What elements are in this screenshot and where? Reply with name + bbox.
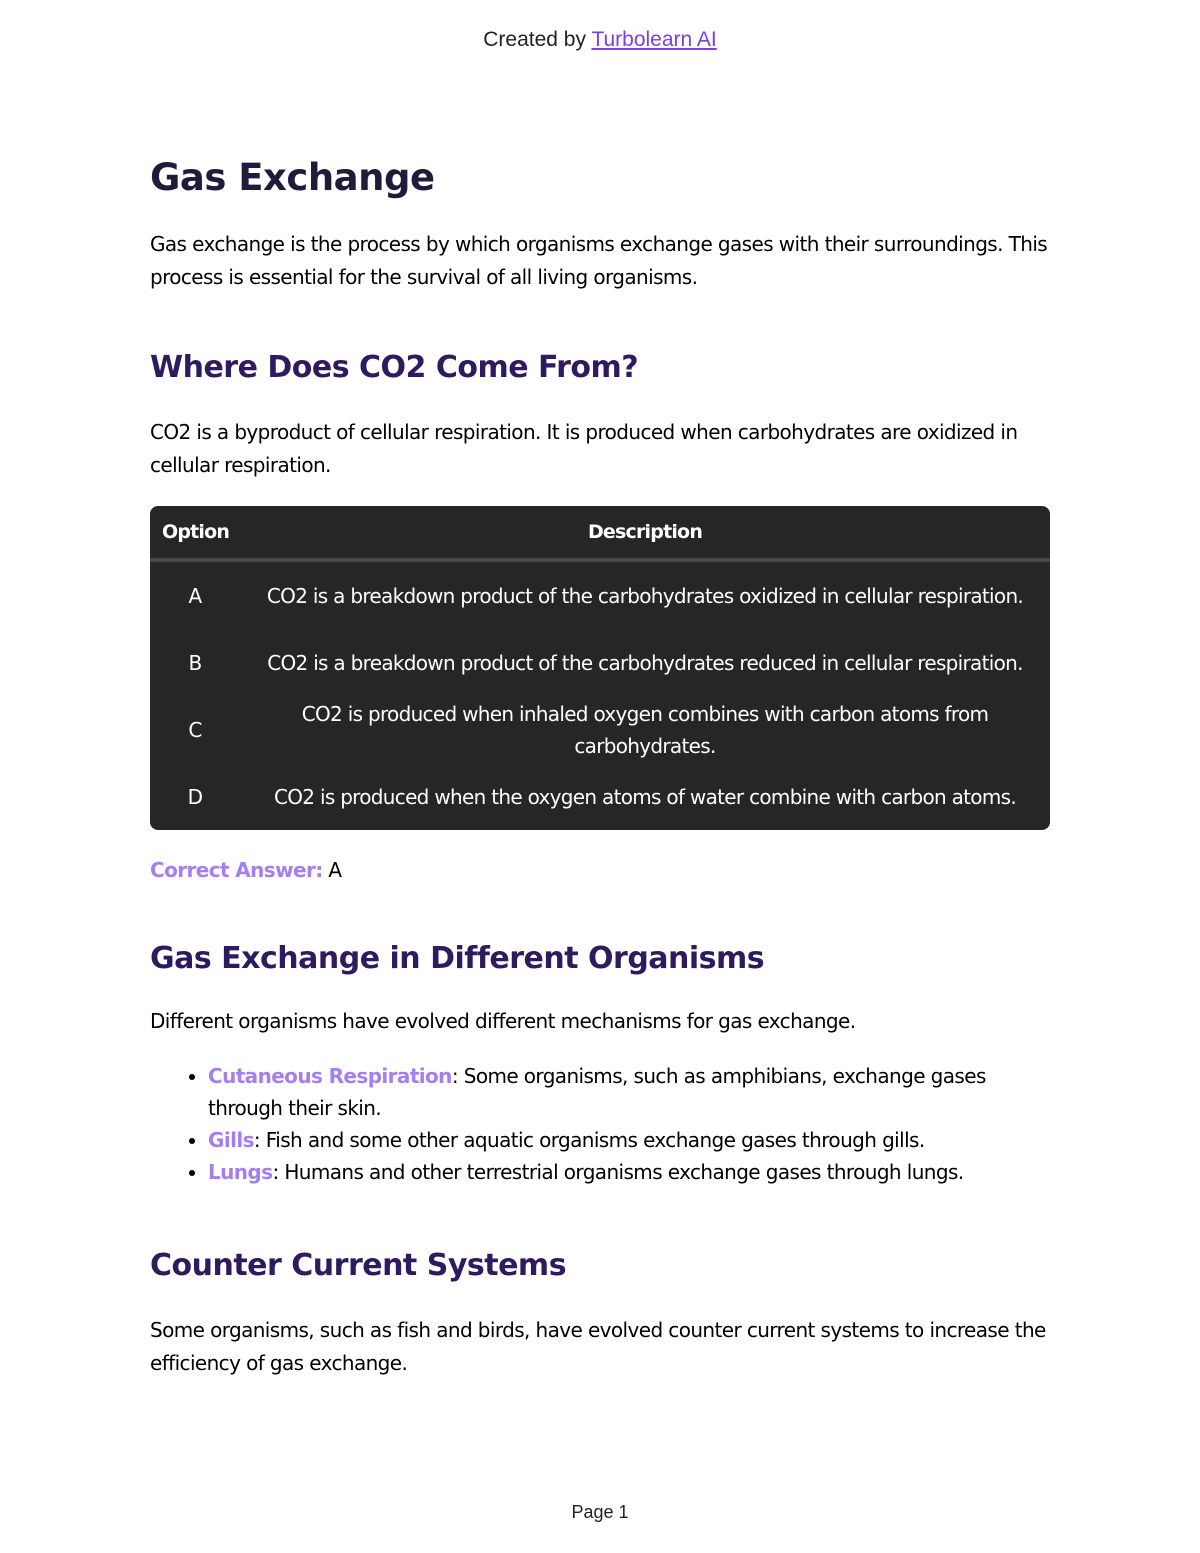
table-header-row xyxy=(150,506,1050,562)
organisms-list xyxy=(150,1060,1050,1188)
correct-answer xyxy=(150,854,1050,887)
list-text: : Humans and other terrestrial organisms exchange gases through lungs. xyxy=(272,1160,964,1184)
list-item xyxy=(208,1156,1050,1188)
co2-heading: Where Does CO2 Come From? xyxy=(150,350,639,385)
intro-paragraph: Gas exchange is the process by which organisms exchange gases with their surroundings. This process is essential for the survival of all living organisms. xyxy=(150,232,1048,289)
co2-paragraph: CO2 is a byproduct of cellular respiration. It is produced when carbohydrates are oxidized in cellular respiration. xyxy=(150,420,1018,477)
option-cell: B xyxy=(188,650,202,675)
page-title: Gas Exchange xyxy=(150,156,435,199)
list-term: Gills xyxy=(208,1128,254,1152)
description-cell: CO2 is produced when inhaled oxygen combines with carbon atoms from carbohydrates. xyxy=(301,701,989,758)
header-description: Description xyxy=(240,506,1050,562)
page-header xyxy=(0,28,1200,52)
options-table xyxy=(150,506,1050,830)
turbolearn-link[interactable]: Turbolearn AI xyxy=(591,28,717,51)
option-cell: C xyxy=(188,717,202,742)
header-prefix: Created by xyxy=(483,28,592,51)
list-term: Cutaneous Respiration xyxy=(208,1064,452,1088)
table-row xyxy=(150,696,1050,763)
header-option: Option xyxy=(150,506,240,562)
counter-current-paragraph: Some organisms, such as fish and birds, have evolved counter current systems to increase the efficiency of gas exchange. xyxy=(150,1318,1046,1375)
option-cell: A xyxy=(188,583,202,608)
list-item xyxy=(208,1124,1050,1156)
organisms-heading: Gas Exchange in Different Organisms xyxy=(150,941,765,976)
option-cell: D xyxy=(187,784,203,809)
page-number: Page 1 xyxy=(571,1502,629,1522)
list-item xyxy=(208,1060,1050,1124)
table-row xyxy=(150,763,1050,830)
table-row xyxy=(150,562,1050,629)
document-content xyxy=(150,150,1050,1380)
list-text: : Some organisms, such as amphibians, exchange gases through their skin. xyxy=(208,1064,986,1120)
correct-answer-value: A xyxy=(322,858,342,882)
correct-answer-label: Correct Answer: xyxy=(150,858,323,882)
organisms-paragraph: Different organisms have evolved different mechanisms for gas exchange. xyxy=(150,1009,856,1033)
description-cell: CO2 is produced when the oxygen atoms of water combine with carbon atoms. xyxy=(273,784,1017,809)
list-term: Lungs xyxy=(208,1160,273,1184)
counter-current-heading: Counter Current Systems xyxy=(150,1248,567,1283)
description-cell: CO2 is a breakdown product of the carbohydrates reduced in cellular respiration. xyxy=(267,650,1023,675)
page-footer xyxy=(0,1502,1200,1523)
list-text: : Fish and some other aquatic organisms exchange gases through gills. xyxy=(253,1128,925,1152)
table-row xyxy=(150,629,1050,696)
description-cell: CO2 is a breakdown product of the carbohydrates oxidized in cellular respiration. xyxy=(266,583,1024,608)
